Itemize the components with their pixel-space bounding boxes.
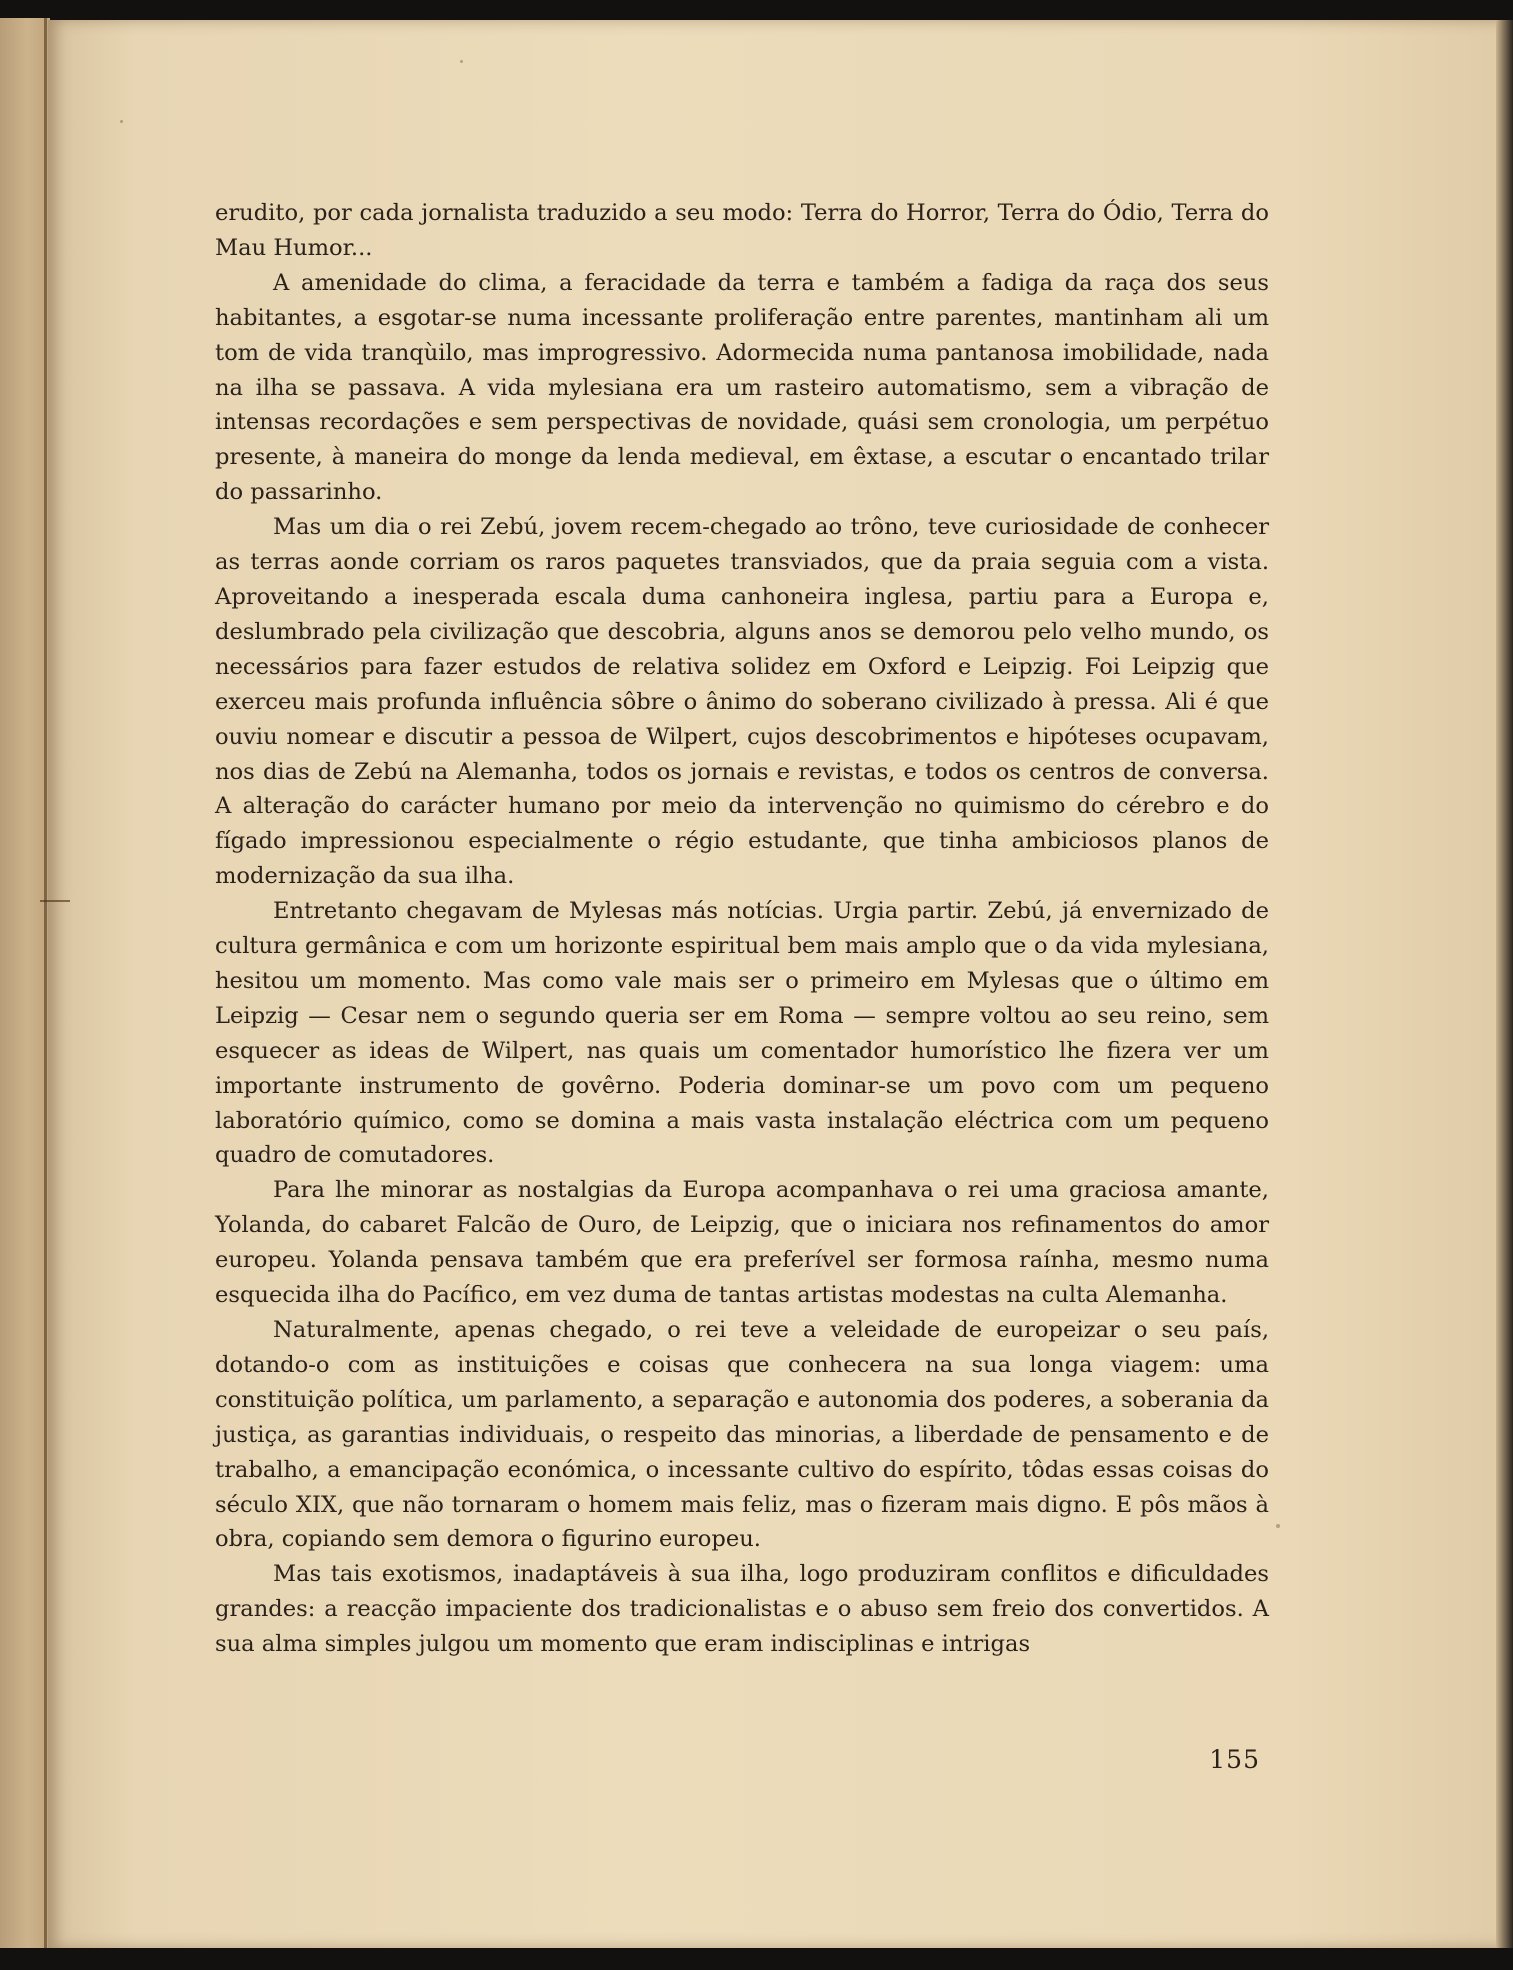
facing-page-edge [0, 18, 50, 1950]
paper-speck [120, 120, 123, 123]
paragraph: Para lhe minorar as nostalgias da Europa acompanhava o rei uma graciosa amante, Yolanda, do cabaret Falcão de Ouro, de Leipzig, que o iniciara nos refinamentos do amor europeu. Yolanda pensava também que era preferível ser formosa raínha, mesmo numa esquecida ilha do Pacífico, em vez duma de tantas artistas modestas na culta Alemanha. [215, 1177, 1269, 1309]
paper-speck [460, 60, 463, 63]
paper-speck [1276, 1524, 1280, 1528]
paragraph: Entretanto chegavam de Mylesas más notícias. Urgia partir. Zebú, já envernizado de cultura germânica e com um horizonte espiritual bem mais amplo que o da vida mylesiana, hesitou um momento. Mas como vale mais ser o primeiro em Mylesas que o último em Leipzig — Cesar nem o segundo queria ser em Roma — sempre voltou ao seu reino, sem esquecer as ideas de Wilpert, nas quais um comentador humorístico lhe fizera ver um importante instrumento de govêrno. Poderia dominar-se um povo com um pequeno laboratório químico, como se domina a mais vasta instalação eléctrica com um pequeno quadro de comutadores. [215, 898, 1269, 1169]
paragraph: Mas um dia o rei Zebú, jovem recem-chegado ao trôno, teve curiosidade de conhecer as terras aonde corriam os raros paquetes transviados, que da praia seguia com a vista. Aproveitando a inesperada escala duma canhoneira inglesa, partiu para a Europa e, deslumbrado pela civilização que descobria, alguns anos se demorou pelo velho mundo, os necessários para fazer estudos de relativa solidez em Oxford e Leipzig. Foi Leipzig que exerceu mais profunda influência sôbre o ânimo do soberano civilizado à pressa. Ali é que ouviu nomear e discutir a pessoa de Wilpert, cujos descobrimentos e hipóteses ocupavam, nos dias de Zebú na Alemanha, todos os jornais e revistas, e todos os centros de conversa. A alteração do carácter humano por meio da intervenção no quimismo do cérebro e do fígado impressionou especialmente o régio estudante, que tinha ambiciosos planos de modernização da sua ilha. [215, 514, 1269, 890]
scan-top-border [0, 0, 1513, 22]
gutter-crease-mark [40, 900, 70, 902]
body-text [215, 196, 1269, 1662]
page-right-edge [1496, 20, 1513, 1948]
paragraph: A amenidade do clima, a feracidade da terra e também a fadiga da raça dos seus habitantes, a esgotar-se numa incessante proliferação entre parentes, mantinham ali um tom de vida tranqùilo, mas improgressivo. Adormecida numa pantanosa imobilidade, nada na ilha se passava. A vida mylesiana era um rasteiro automatismo, sem a vibração de intensas recordações e sem perspectivas de novidade, quási sem cronologia, um perpétuo presente, à maneira do monge da lenda medieval, em êxtase, a escutar o encantado trilar do passarinho. [215, 269, 1269, 506]
paragraph: Mas tais exotismos, inadaptáveis à sua ilha, logo produziram conflitos e dificuldades grandes: a reacção impaciente dos tradicionalistas e o abuso sem freio dos convertidos. A sua alma simples julgou um momento que eram indisciplinas e intrigas [215, 1561, 1269, 1658]
paragraph: erudito, por cada jornalista traduzido a seu modo: Terra do Horror, Terra do Ódio, Terra do Mau Humor... [215, 200, 1269, 261]
paragraph: Naturalmente, apenas chegado, o rei teve a veleidade de europeizar o seu país, dotando-o com as instituições e coisas que conhecera na sua longa viagem: uma constituição política, um parlamento, a separação e autonomia dos poderes, a soberania da justiça, as garantias individuais, o respeito das minorias, a liberdade de pensamento e de trabalho, a emancipação económica, o incessante cultivo do espírito, tôdas essas coisas do século XIX, que não tornaram o homem mais feliz, mas o fizeram mais digno. E pôs mãos à obra, copiando sem demora o figurino europeu. [215, 1317, 1269, 1553]
book-gutter [44, 18, 47, 1950]
page-number: 155 [1209, 1745, 1260, 1774]
scan-bottom-border [0, 1948, 1513, 1970]
